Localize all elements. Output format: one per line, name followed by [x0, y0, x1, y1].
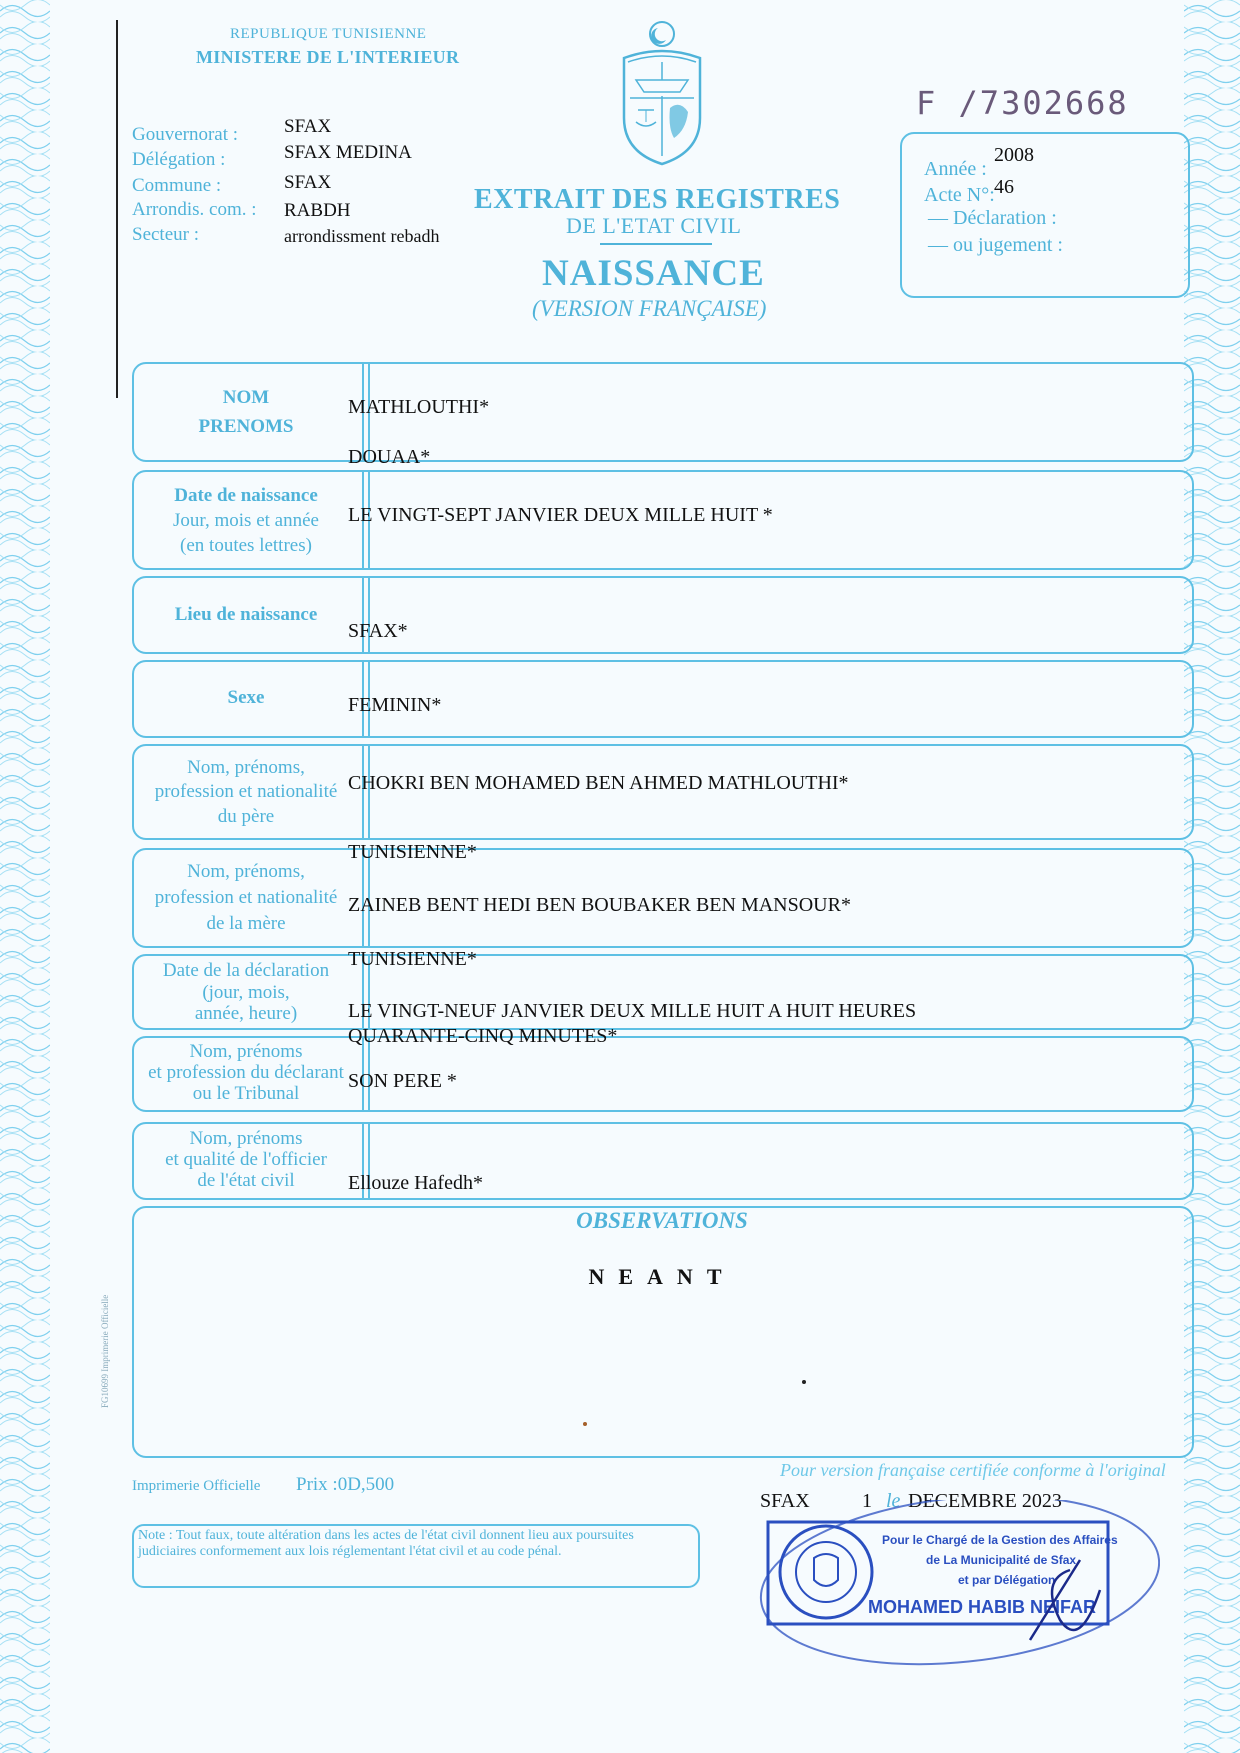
pere-label3: du père	[217, 806, 275, 827]
stamp-line1: Pour le Chargé de la Gestion des Affaires	[882, 1533, 1118, 1547]
stamp-line2: de La Municipalité de Sfax	[926, 1553, 1077, 1567]
prenoms-label	[132, 415, 360, 439]
ink-dot	[802, 1380, 806, 1384]
officier-label3: de l'état civil	[197, 1170, 295, 1191]
secteur-value: arrondissment rebadh	[284, 226, 440, 246]
observations-title: OBSERVATIONS	[576, 1208, 748, 1233]
acte-number-label: Acte N°:	[924, 184, 995, 206]
sexe-value: FEMININ*	[348, 694, 442, 716]
delegation-label: Délégation :	[132, 149, 226, 170]
official-stamp	[740, 1500, 1160, 1670]
mere-label2: profession et nationalité	[154, 887, 338, 908]
sexe-label	[132, 686, 360, 710]
officier-value: Ellouze Hafedh*	[348, 1172, 483, 1194]
officier-label1: Nom, prénoms	[189, 1128, 303, 1149]
jugement-type-label: — ou jugement :	[928, 234, 1063, 256]
ink-dot	[583, 1422, 587, 1426]
document-title-line1: EXTRAIT DES REGISTRES	[474, 184, 841, 215]
document-title-naissance: NAISSANCE	[542, 253, 765, 294]
row-nom-prenoms	[132, 362, 1194, 462]
observations-value: NEANT	[588, 1264, 736, 1289]
left-margin-line	[116, 20, 118, 398]
ministry-label: MINISTERE DE L'INTERIEUR	[196, 47, 460, 67]
mere-label3: de la mère	[206, 913, 286, 934]
observations-box	[132, 1206, 1194, 1458]
arrondissement-label: Arrondis. com. :	[132, 199, 257, 220]
prenoms-label-text: PRENOMS	[198, 416, 294, 437]
mere-nationalite-value: TUNISIENNE*	[348, 948, 477, 970]
mere-label1: Nom, prénoms,	[187, 861, 305, 882]
declaration-label2: (jour, mois,	[202, 982, 290, 1003]
stamp-name: MOHAMED HABIB NEIFAR	[868, 1597, 1096, 1617]
pere-label2: profession et nationalité	[154, 781, 338, 802]
declaration-label3: année, heure)	[194, 1003, 298, 1024]
annee-value: 2008	[994, 144, 1034, 166]
declaration-type-label: — Déclaration :	[928, 207, 1057, 229]
pere-label1: Nom, prénoms,	[187, 757, 305, 778]
nom-label-text: NOM	[222, 387, 270, 408]
nom-label	[132, 386, 360, 410]
gouvernorat-label: Gouvernorat :	[132, 124, 239, 145]
commune-value: SFAX	[284, 172, 332, 193]
left-guilloche-border	[0, 0, 50, 1753]
date-naissance-value: LE VINGT-SEPT JANVIER DEUX MILLE HUIT *	[348, 504, 773, 526]
pere-nationalite-value: TUNISIENNE*	[348, 841, 477, 863]
serial-number: F /7302668	[916, 84, 1129, 122]
lieu-naissance-label	[132, 603, 360, 627]
date-naissance-sublabel2: (en toutes lettres)	[180, 535, 312, 556]
secteur-label: Secteur :	[132, 224, 200, 245]
coat-of-arms-icon	[614, 18, 710, 166]
document-title-line2: DE L'ETAT CIVIL	[566, 213, 742, 238]
imprimerie-label: Imprimerie Officielle	[132, 1478, 261, 1494]
declaration-value-line2: QUARANTE-CINQ MINUTES*	[348, 1025, 618, 1047]
declaration-value-line1: LE VINGT-NEUF JANVIER DEUX MILLE HUIT A HUIT HEURES	[348, 1000, 917, 1022]
issue-month-year: DECEMBRE 2023	[908, 1490, 1062, 1512]
gouvernorat-value: SFAX	[284, 116, 332, 137]
declarant-value: SON PERE *	[348, 1070, 457, 1092]
issue-day: 1	[862, 1490, 872, 1512]
declaration-label1: Date de la déclaration	[162, 960, 330, 981]
document-title-version: (VERSION FRANÇAISE)	[532, 296, 767, 321]
title-underline	[600, 243, 712, 245]
printer-reference: FG10699 Imprimerie Officielle	[100, 1294, 110, 1408]
legal-note: Note : Tout faux, toute altération dans les actes de l'état civil donnent lieu aux poursuites judiciaires conformement aux lois réglementant l'état civil et au code pénal.	[138, 1528, 634, 1559]
pere-value: CHOKRI BEN MOHAMED BEN AHMED MATHLOUTHI*	[348, 772, 849, 794]
nom-value: MATHLOUTHI*	[348, 396, 490, 418]
date-naissance-sublabel1: Jour, mois et année	[173, 510, 319, 531]
declarant-label2: et profession du déclarant	[148, 1062, 344, 1083]
delegation-value: SFAX MEDINA	[284, 142, 412, 163]
republic-label: REPUBLIQUE TUNISIENNE	[230, 26, 427, 42]
prenoms-value: DOUAA*	[348, 446, 431, 468]
certification-text: Pour version française certifiée conforme à l'original	[780, 1460, 1166, 1480]
sexe-label-text: Sexe	[227, 687, 265, 708]
mere-value: ZAINEB BENT HEDI BEN BOUBAKER BEN MANSOUR*	[348, 894, 851, 916]
commune-label: Commune :	[132, 175, 222, 196]
stamp-line3: et par Délégation	[958, 1573, 1056, 1587]
declarant-label1: Nom, prénoms	[189, 1041, 303, 1062]
arrondissement-value: RABDH	[284, 200, 351, 221]
prix-label: Prix :0D,500	[296, 1474, 395, 1495]
declarant-label3: ou le Tribunal	[192, 1083, 300, 1104]
issue-le: le	[886, 1490, 901, 1512]
acte-number-value: 46	[994, 176, 1014, 198]
annee-label: Année :	[924, 158, 987, 180]
lieu-naissance-label-text: Lieu de naissance	[174, 604, 318, 625]
date-naissance-label	[132, 484, 360, 508]
date-naissance-label-text: Date de naissance	[174, 485, 318, 506]
officier-label2: et qualité de l'officier	[165, 1149, 327, 1170]
issue-place: SFAX	[760, 1490, 810, 1512]
lieu-naissance-value: SFAX*	[348, 620, 408, 642]
